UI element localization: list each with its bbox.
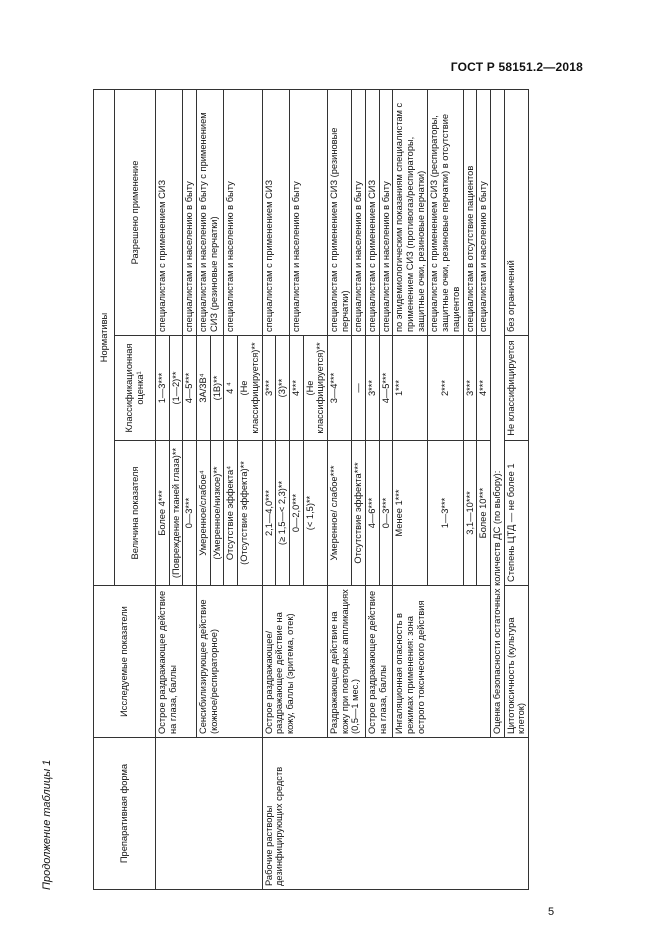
class-cell: 3*** bbox=[262, 336, 276, 441]
class-cell: 4—5*** bbox=[379, 336, 393, 441]
use-cell: специалистам и населению в быту bbox=[379, 89, 393, 335]
class-cell: (Не классифицируется)** bbox=[238, 336, 262, 441]
form-cell-empty bbox=[156, 738, 263, 890]
value-cell: 0—3*** bbox=[183, 441, 197, 586]
indicator-cell: Острое раздражающее/ раздражающее действие на кожу, баллы (эритема, отек) bbox=[262, 586, 327, 738]
class-cell: 1—3*** bbox=[156, 336, 170, 441]
rotated-table-area bbox=[41, 90, 561, 890]
use-cell: специалистам и населению в быту bbox=[352, 89, 366, 335]
value-cell: 3,1—10*** bbox=[463, 441, 477, 586]
use-cell: по эпидемиологическим показаниям специалистам с применением СИЗ (противогаз/респираторы, защитные очки, резиновые перчатки) bbox=[393, 89, 428, 335]
class-cell: 4*** bbox=[289, 336, 303, 441]
class-cell: 4—5*** bbox=[183, 336, 197, 441]
col-form-header: Препаративная форма bbox=[94, 738, 156, 890]
class-cell: 3—4*** bbox=[327, 336, 351, 441]
class-cell: — bbox=[352, 336, 366, 441]
class-cell: (1В)** bbox=[210, 336, 224, 441]
header-row-1 bbox=[94, 89, 115, 889]
norms-table bbox=[93, 89, 529, 890]
indicator-cell: Цитотоксичность (культура клеток) bbox=[504, 586, 528, 738]
form-cell: Рабочие растворы дезинфицирующих средств bbox=[262, 738, 528, 890]
indicator-cell: Острое раздражающее действие на глаза, баллы bbox=[156, 586, 197, 738]
value-cell: 4—6*** bbox=[366, 441, 380, 586]
value-cell: 0—2,0*** bbox=[289, 441, 303, 586]
use-cell: специалистам и населению в быту с применением СИЗ (резиновые перчатки) bbox=[197, 89, 224, 335]
use-cell: специалистам и населению в быту bbox=[224, 89, 262, 335]
class-cell: 3А/3В⁴ bbox=[197, 336, 211, 441]
value-cell: (Отсутствие эффекта)** bbox=[238, 441, 262, 586]
class-cell: 2*** bbox=[428, 336, 463, 441]
value-cell: 1—3*** bbox=[428, 441, 463, 586]
value-cell: Умеренное/ слабое*** bbox=[327, 441, 351, 586]
use-cell: специалистам и населению в быту bbox=[477, 89, 491, 335]
indicator-cell: Сенсибилизирующее действие (кожное/респираторное) bbox=[197, 586, 262, 738]
value-cell: (Повреждение тканей глаза)** bbox=[169, 441, 183, 586]
col-norms-header: Нормативы bbox=[94, 89, 115, 585]
value-cell: Более 4*** bbox=[156, 441, 170, 586]
indicator-cell: Раздражающее действие на кожу при повторных аппликациях (0,5—1 мес.) bbox=[327, 586, 365, 738]
use-cell: специалистам с применением СИЗ bbox=[366, 89, 380, 335]
document-header: ГОСТ Р 58151.2—2018 bbox=[450, 60, 583, 74]
col-class-header: Классификационная оценка¹ bbox=[115, 336, 156, 441]
class-cell: 3*** bbox=[463, 336, 477, 441]
use-cell: специалистам с применением СИЗ (респираторы, защитные очки, резиновые перчатки) в отсутствие пациентов bbox=[428, 89, 463, 335]
value-cell: Отсутствие эффекта⁴ bbox=[224, 441, 238, 586]
page-number: 5 bbox=[548, 906, 555, 918]
value-cell: (< 1,5)** bbox=[303, 441, 327, 586]
class-cell: (Не классифицируется)** bbox=[303, 336, 327, 441]
class-cell: Не классифицируется bbox=[504, 336, 528, 441]
use-cell: специалистам с применением СИЗ bbox=[156, 89, 183, 335]
class-cell: (3)** bbox=[276, 336, 290, 441]
section-row: Оценка безопасности остаточных количеств ДС (по выбору): bbox=[490, 89, 504, 737]
indicator-cell: Острое раздражающее действие на глаза, баллы bbox=[366, 586, 393, 738]
value-cell: Отсутствие эффекта*** bbox=[352, 441, 366, 586]
value-cell: (Умеренное/низкое)** bbox=[210, 441, 224, 586]
class-cell: 4 ⁴ bbox=[224, 336, 238, 441]
value-cell: Умеренное/слабое⁴ bbox=[197, 441, 211, 586]
use-cell: специалистам в отсутствие пациентов bbox=[463, 89, 477, 335]
value-cell: 0—3*** bbox=[379, 441, 393, 586]
value-cell: Более 10*** bbox=[477, 441, 491, 586]
class-cell: 4*** bbox=[477, 336, 491, 441]
use-cell: специалистам с применением СИЗ (резиновые перчатки) bbox=[327, 89, 351, 335]
col-use-header: Разрешено применение bbox=[115, 89, 156, 335]
class-cell: (1—2)** bbox=[169, 336, 183, 441]
use-cell: специалистам с применением СИЗ bbox=[262, 89, 289, 335]
indicator-cell: Ингаляционная опасность в режимах применения: зона острого токсического действия bbox=[393, 586, 491, 738]
value-cell: Менее 1*** bbox=[393, 441, 428, 586]
table-caption: Продолжение таблицы 1 bbox=[41, 759, 53, 890]
class-cell: 1*** bbox=[393, 336, 428, 441]
value-cell: Степень ЦТД — не более 1 bbox=[504, 441, 528, 586]
table-row bbox=[262, 89, 276, 889]
table-row bbox=[156, 89, 170, 889]
use-cell: специалистам и населению в быту bbox=[183, 89, 197, 335]
value-cell: 2,1—4,0*** bbox=[262, 441, 276, 586]
class-cell: 3*** bbox=[366, 336, 380, 441]
col-value-header: Величина показателя bbox=[115, 441, 156, 586]
use-cell: без ограничений bbox=[504, 89, 528, 335]
value-cell: (≥ 1,5—< 2,3)** bbox=[276, 441, 290, 586]
col-indicator-header: Исследуемые показатели bbox=[94, 586, 156, 738]
use-cell: специалистам и населению в быту bbox=[289, 89, 327, 335]
